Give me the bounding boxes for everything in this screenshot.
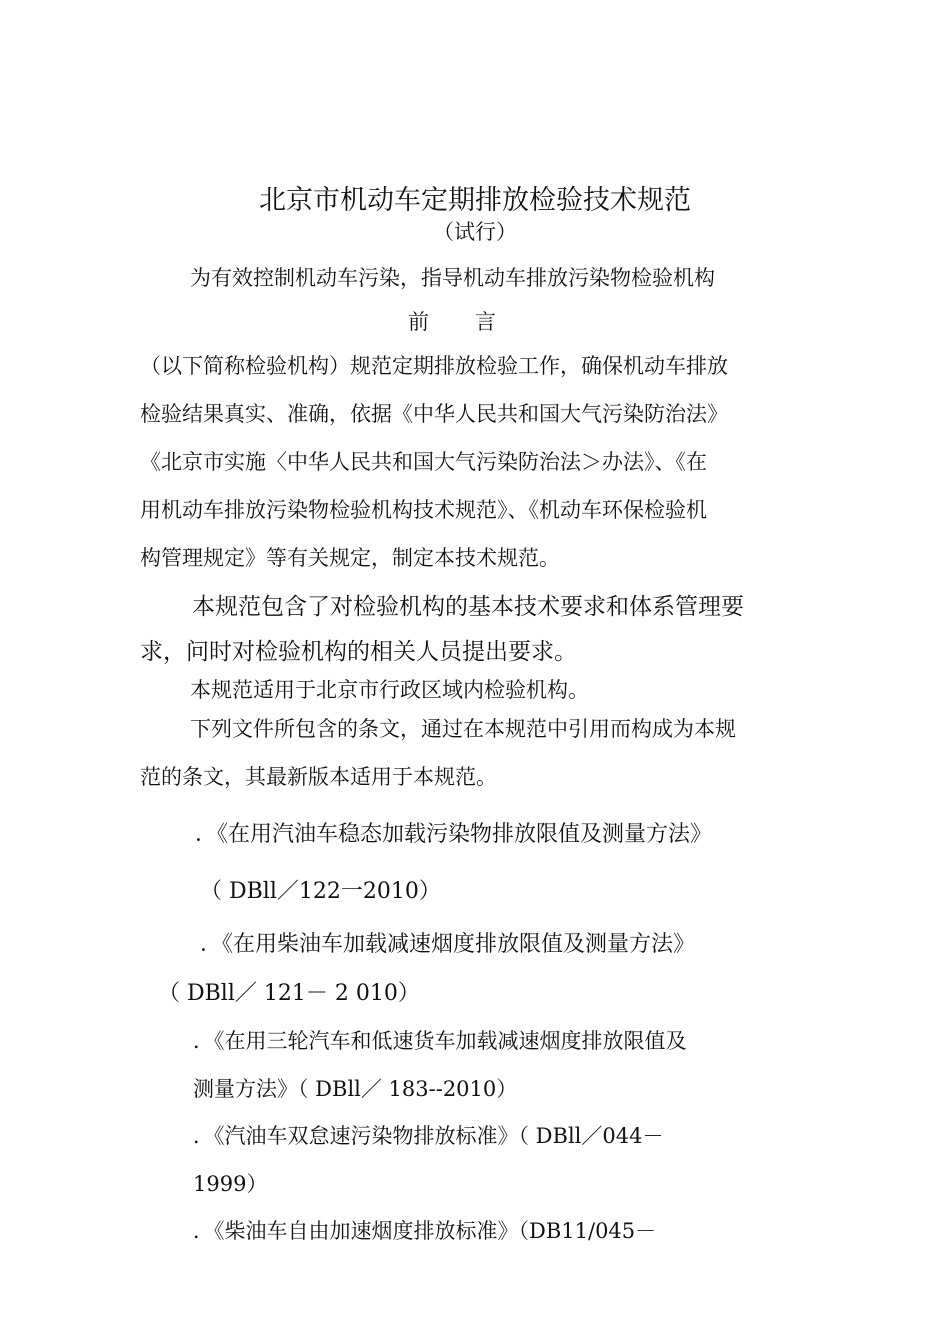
paragraph-line: 用机动车排放污染物检验机构技术规范》、《机动车环保检验机 bbox=[140, 498, 707, 522]
section-heading-preface: 前言 bbox=[408, 310, 542, 334]
paragraph-line: 《北京市实施〈中华人民共和国大气污染防治法＞办法》、《在 bbox=[140, 450, 707, 474]
reference-item: 测量方法》（ DBll／ 183--2010） bbox=[193, 1077, 518, 1101]
document-title: 北京市机动车定期排放检验技术规范 bbox=[259, 185, 691, 216]
paragraph-line: 构管理规定》等有关规定，制定本技术规范。 bbox=[140, 546, 560, 570]
reference-code: （ DBll／ 121－ 2 010） bbox=[158, 981, 420, 1006]
reference-item: ．《在用汽油车稳态加载污染物排放限值及测量方法》 bbox=[195, 822, 713, 847]
reference-item: ．《在用柴油车加载减速烟度排放限值及测量方法》 bbox=[200, 932, 696, 957]
reference-item: 1999） bbox=[193, 1172, 268, 1196]
paragraph-line: 下列文件所包含的条文，通过在本规范中引用而构成为本规 bbox=[190, 717, 736, 741]
paragraph-line: 为有效控制机动车污染，指导机动车排放污染物检验机构 bbox=[190, 266, 715, 290]
document-subtitle: （试行） bbox=[433, 220, 517, 244]
paragraph-line: 求，问时对检验机构的相关人员提出要求。 bbox=[140, 639, 577, 665]
reference-item: ．《在用三轮汽车和低速货车加载减速烟度排放限值及 bbox=[193, 1029, 687, 1053]
reference-code: （ DBll／122一2010） bbox=[200, 879, 441, 904]
reference-item: ．《柴油车自由加速烟度排放标准》（DB11/045－ bbox=[193, 1219, 657, 1243]
paragraph-line: 检验结果真实、准确，依据《中华人民共和国大气污染防治法》 bbox=[140, 402, 728, 426]
paragraph-line: 本规范适用于北京市行政区域内检验机构。 bbox=[190, 678, 589, 702]
paragraph-line: 本规范包含了对检验机构的基本技术要求和体系管理要 bbox=[192, 594, 744, 620]
paragraph-line: 范的条文，其最新版本适用于本规范。 bbox=[140, 765, 497, 789]
paragraph-line: （以下简称检验机构）规范定期排放检验工作，确保机动车排放 bbox=[140, 354, 728, 378]
reference-item: ．《汽油车双怠速污染物排放标准》（ DBll／044－ bbox=[193, 1124, 664, 1148]
